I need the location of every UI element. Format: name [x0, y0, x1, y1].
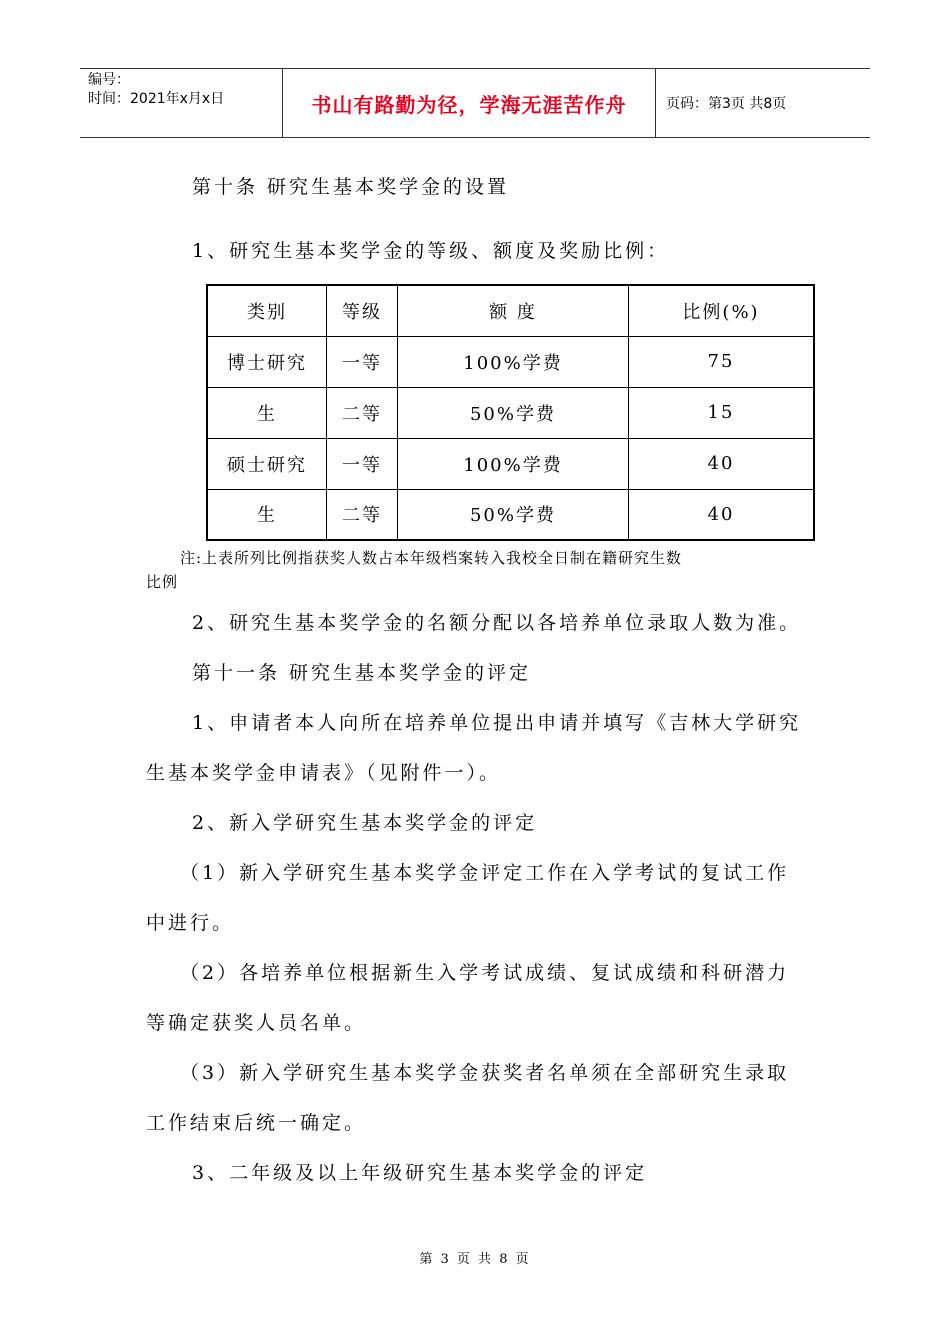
header-meta [80, 69, 283, 137]
a11-item-3-title: 3、二年级及以上年级研究生基本奖学金的评定 [192, 1162, 648, 1184]
header-number: 编号： [88, 72, 130, 88]
a11-item-2-title: 2、新入学研究生基本奖学金的评定 [192, 812, 538, 834]
level-cell: 二等 [327, 489, 398, 540]
ratio-cell: 75 [629, 336, 815, 387]
col-header-ratio: 比例(%) [629, 285, 815, 336]
page-footer: 第 3 页 共 8 页 [419, 1252, 531, 1267]
sub-2-line-1: （2）各培养单位根据新生入学考试成绩、复试成绩和科研潜力 [180, 962, 790, 984]
ratio-cell: 40 [629, 438, 815, 489]
level-cell: 一等 [327, 438, 398, 489]
amount-cell: 100%学费 [398, 336, 629, 387]
note-line-2: 比例 [146, 573, 179, 591]
table-row [207, 489, 814, 540]
col-header-amount: 额 度 [398, 285, 629, 336]
table-row [207, 336, 814, 387]
header-motto: 书山有路勤为径，学海无涯苦作舟 [283, 69, 656, 137]
a11-item-1-line-2: 生基本奖学金申请表》（见附件一）。 [146, 762, 502, 784]
sub-1-line-2: 中进行。 [146, 912, 235, 934]
table-header-row [207, 285, 814, 336]
amount-cell: 100%学费 [398, 438, 629, 489]
scholarship-table [206, 284, 815, 541]
category-cell: 硕士研究 [207, 438, 327, 489]
amount-cell: 50%学费 [398, 387, 629, 438]
header-time: 时间：2021年x月x日 [88, 91, 225, 107]
item-2: 2、研究生基本奖学金的名额分配以各培养单位录取人数为准。 [192, 612, 802, 634]
header-page-info: 页码：第3页 共8页 [666, 96, 787, 112]
a11-item-1-line-1: 1、申请者本人向所在培养单位提出申请并填写《吉林大学研究 [192, 712, 802, 734]
sub-3-line-2: 工作结束后统一确定。 [146, 1112, 367, 1134]
article-11-title: 第十一条 研究生基本奖学金的评定 [192, 662, 532, 684]
level-cell: 二等 [327, 387, 398, 438]
col-header-category: 类别 [207, 285, 327, 336]
ratio-cell: 40 [629, 489, 815, 540]
table-row [207, 387, 814, 438]
note-line-1: 注:上表所列比例指获奖人数占本年级档案转入我校全日制在籍研究生数 [180, 549, 683, 567]
category-cell: 生 [207, 489, 327, 540]
sub-2-line-2: 等确定获奖人员名单。 [146, 1012, 367, 1034]
item-1-title: 1、研究生基本奖学金的等级、额度及奖励比例： [192, 240, 670, 262]
ratio-cell: 15 [629, 387, 815, 438]
amount-cell: 50%学费 [398, 489, 629, 540]
article-10-title: 第十条 研究生基本奖学金的设置 [192, 176, 510, 198]
sub-3-line-1: （3）新入学研究生基本奖学金获奖者名单须在全部研究生录取 [180, 1062, 790, 1084]
sub-1-line-1: （1）新入学研究生基本奖学金评定工作在入学考试的复试工作 [180, 862, 790, 884]
category-cell: 博士研究 [207, 336, 327, 387]
col-header-level: 等级 [327, 285, 398, 336]
category-cell: 生 [207, 387, 327, 438]
table-note [146, 546, 806, 594]
level-cell: 一等 [327, 336, 398, 387]
page-header [80, 68, 870, 138]
table-row [207, 438, 814, 489]
